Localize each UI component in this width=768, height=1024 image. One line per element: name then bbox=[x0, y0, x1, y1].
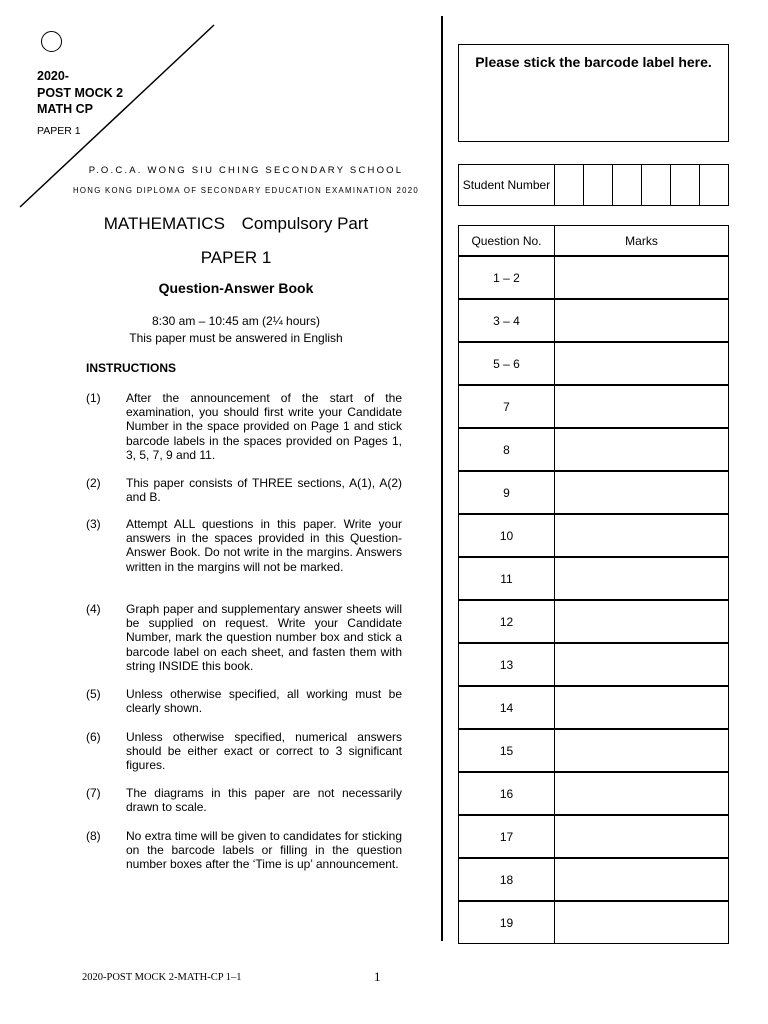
school-name: P.O.C.A. WONG SIU CHING SECONDARY SCHOOL bbox=[88, 165, 404, 176]
instruction-text: Graph paper and supplementary answer sheets will be supplied on request. Write your Candidate Number, mark the question number box and stick a barcode label on each sheet, and fasten them with string INSIDE this book. bbox=[126, 602, 402, 673]
table-row bbox=[459, 557, 729, 600]
table-row bbox=[459, 686, 729, 729]
question-no-header: Question No. bbox=[459, 226, 555, 257]
question-number: 5 – 6 bbox=[459, 342, 555, 385]
subject-name: MATHEMATICS bbox=[103, 214, 225, 233]
instruction-item bbox=[86, 517, 402, 574]
instruction-text: No extra time will be given to candidates for sticking on the barcode labels or filling in the question number boxes after the ‘Time is up’ announcement. bbox=[126, 829, 402, 872]
student-number-cell[interactable] bbox=[642, 165, 671, 205]
question-number: 1 – 2 bbox=[459, 256, 555, 299]
marks-cell bbox=[555, 385, 729, 428]
table-row bbox=[459, 256, 729, 299]
instruction-item bbox=[86, 829, 402, 872]
instruction-number: (4) bbox=[86, 602, 101, 616]
table-header-row bbox=[459, 226, 729, 257]
instruction-number: (1) bbox=[86, 391, 101, 405]
footer-code: 2020-POST MOCK 2-MATH-CP 1–1 bbox=[82, 972, 242, 983]
instruction-number: (3) bbox=[86, 517, 101, 531]
instruction-item bbox=[86, 730, 402, 773]
instruction-item bbox=[86, 391, 402, 462]
paper-title: PAPER 1 bbox=[200, 248, 272, 267]
marks-cell bbox=[555, 600, 729, 643]
barcode-instruction: Please stick the barcode label here. bbox=[475, 54, 712, 70]
student-number-cell[interactable] bbox=[584, 165, 613, 205]
question-number: 14 bbox=[459, 686, 555, 729]
marks-cell bbox=[555, 557, 729, 600]
marks-cell bbox=[555, 342, 729, 385]
table-row bbox=[459, 600, 729, 643]
question-number: 8 bbox=[459, 428, 555, 471]
header-exam: POST MOCK 2 bbox=[37, 86, 124, 100]
marks-cell bbox=[555, 901, 729, 944]
header-year: 2020- bbox=[37, 69, 69, 83]
instruction-item bbox=[86, 602, 402, 673]
marks-cell bbox=[555, 514, 729, 557]
student-number-box bbox=[458, 164, 729, 206]
instruction-number: (7) bbox=[86, 786, 101, 800]
table-row bbox=[459, 815, 729, 858]
marks-cell bbox=[555, 471, 729, 514]
question-number: 16 bbox=[459, 772, 555, 815]
header-subject: MATH CP bbox=[37, 102, 94, 116]
instructions-heading: INSTRUCTIONS bbox=[86, 361, 176, 375]
page-number: 1 bbox=[374, 969, 381, 984]
marks-cell bbox=[555, 643, 729, 686]
language-note: This paper must be answered in English bbox=[129, 331, 343, 345]
marks-cell bbox=[555, 858, 729, 901]
header-paper: PAPER 1 bbox=[37, 125, 81, 137]
question-number: 19 bbox=[459, 901, 555, 944]
table-row bbox=[459, 858, 729, 901]
student-number-cell[interactable] bbox=[700, 165, 728, 205]
barcode-label-box bbox=[458, 44, 729, 142]
question-number: 12 bbox=[459, 600, 555, 643]
instruction-text: The diagrams in this paper are not necessarily drawn to scale. bbox=[126, 786, 402, 815]
student-number-cell[interactable] bbox=[671, 165, 700, 205]
marks-cell bbox=[555, 686, 729, 729]
question-number: 15 bbox=[459, 729, 555, 772]
question-number: 10 bbox=[459, 514, 555, 557]
table-row bbox=[459, 772, 729, 815]
question-number: 3 – 4 bbox=[459, 299, 555, 342]
instruction-text: Attempt ALL questions in this paper. Write your answers in the spaces provided in this Question-Answer Book. Do not write in the margins. Answers written in the margins will not be marked. bbox=[126, 517, 402, 574]
exam-time: 8:30 am – 10:45 am (2¼ hours) bbox=[151, 314, 321, 328]
table-row bbox=[459, 385, 729, 428]
question-number: 9 bbox=[459, 471, 555, 514]
instruction-number: (6) bbox=[86, 730, 101, 744]
instruction-text: After the announcement of the start of the examination, you should first write your Candidate Number in the space provided on Page 1 and stick barcode labels in the spaces provided on Pages 1, 3, 5, 7, 9 and 11. bbox=[126, 391, 402, 462]
student-number-cell[interactable] bbox=[613, 165, 642, 205]
student-number-cell[interactable] bbox=[555, 165, 584, 205]
marks-cell bbox=[555, 815, 729, 858]
table-row bbox=[459, 901, 729, 944]
table-row bbox=[459, 299, 729, 342]
table-row bbox=[459, 471, 729, 514]
instruction-number: (8) bbox=[86, 829, 101, 843]
marks-cell bbox=[555, 428, 729, 471]
marks-cell bbox=[555, 729, 729, 772]
table-row bbox=[459, 729, 729, 772]
question-number: 11 bbox=[459, 557, 555, 600]
instruction-item bbox=[86, 786, 402, 814]
table-row bbox=[459, 342, 729, 385]
marks-table bbox=[458, 225, 729, 944]
instruction-text: Unless otherwise specified, all working must be clearly shown. bbox=[126, 687, 402, 716]
marks-cell bbox=[555, 256, 729, 299]
instruction-item bbox=[86, 687, 402, 715]
marks-header: Marks bbox=[555, 226, 729, 257]
table-row bbox=[459, 428, 729, 471]
instruction-text: This paper consists of THREE sections, A(1), A(2) and B. bbox=[126, 476, 402, 505]
question-number: 7 bbox=[459, 385, 555, 428]
instruction-item bbox=[86, 476, 402, 504]
question-number: 17 bbox=[459, 815, 555, 858]
marks-cell bbox=[555, 772, 729, 815]
exam-line: HONG KONG DIPLOMA OF SECONDARY EDUCATION EXAMINATION 2020 bbox=[72, 186, 420, 195]
subject-part: Compulsory Part bbox=[241, 214, 369, 233]
table-row bbox=[459, 514, 729, 557]
table-row bbox=[459, 643, 729, 686]
instruction-number: (5) bbox=[86, 687, 101, 701]
question-number: 13 bbox=[459, 643, 555, 686]
page-divider bbox=[441, 16, 443, 941]
marks-cell bbox=[555, 299, 729, 342]
subject-title bbox=[46, 214, 426, 234]
instruction-number: (2) bbox=[86, 476, 101, 490]
student-number-label: Student Number bbox=[459, 165, 555, 205]
book-title: Question-Answer Book bbox=[158, 280, 314, 296]
question-number: 18 bbox=[459, 858, 555, 901]
instruction-text: Unless otherwise specified, numerical answers should be either exact or correct to 3 significant figures. bbox=[126, 730, 402, 773]
